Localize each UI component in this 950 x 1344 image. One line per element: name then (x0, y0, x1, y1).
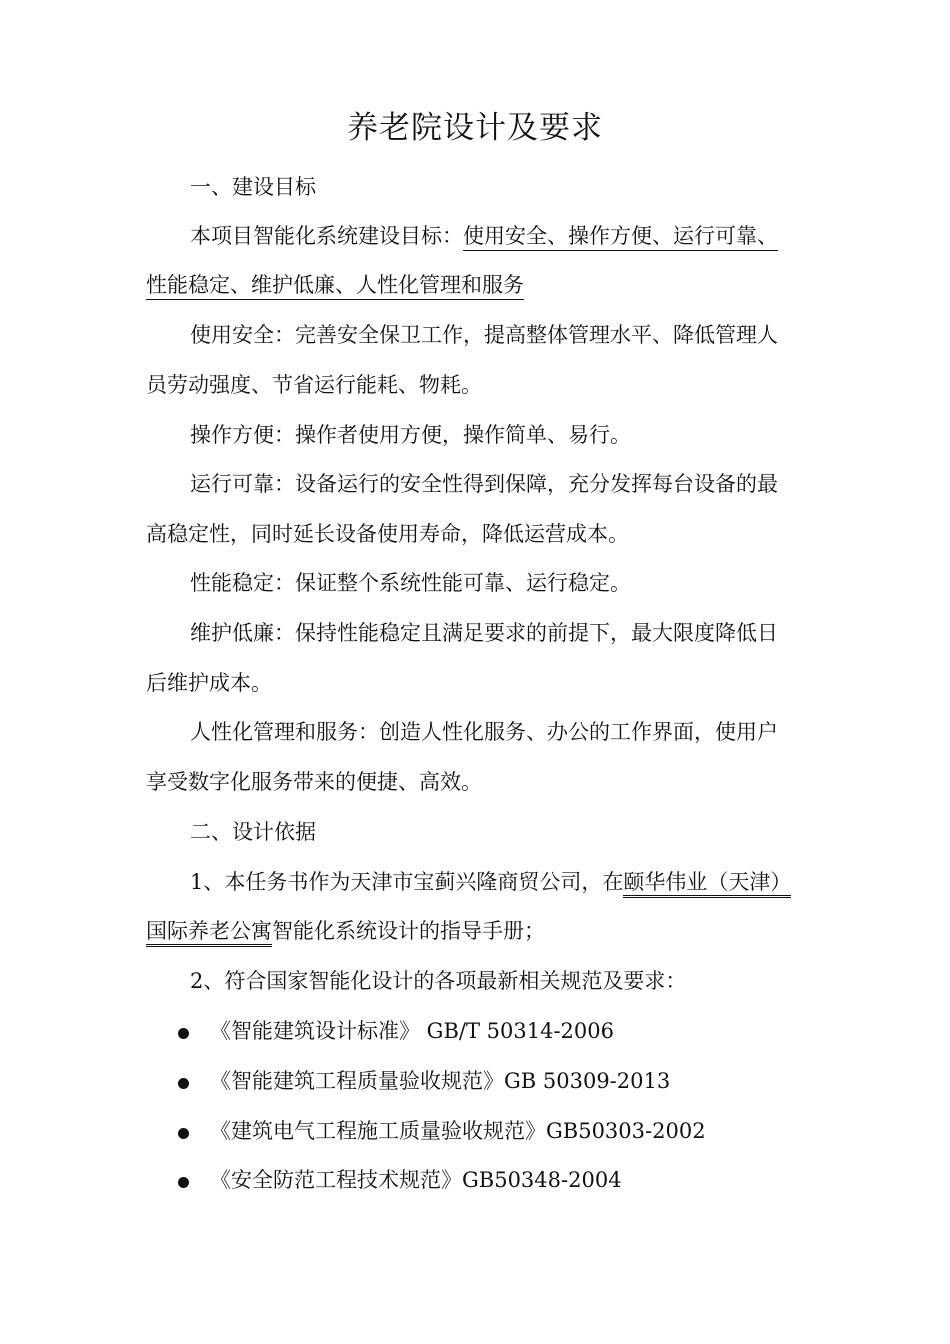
basis-2: 2、符合国家智能化设计的各项最新相关规范及要求： (190, 969, 687, 993)
page-title: 养老院设计及要求 (347, 110, 603, 146)
goal-item-maintenance-cont: 后维护成本。 (146, 671, 272, 695)
item-label: 操作方便： (190, 423, 295, 447)
item-text: 创造人性化服务、办公的工作界面，使用户 (379, 720, 778, 744)
item-label: 运行可靠： (190, 472, 295, 496)
goal-line-2 (146, 270, 524, 300)
standard-item: 《安全防范工程技术规范》GB50348-2004 (210, 1168, 622, 1192)
section-heading-1: 一、建设目标 (190, 175, 316, 199)
item-label: 性能稳定： (190, 571, 295, 595)
goal-line-1 (190, 221, 778, 251)
goal-item-humanized-cont: 享受数字化服务带来的便捷、高效。 (146, 770, 482, 794)
goal-item-convenience (190, 420, 631, 450)
goal-item-safety (190, 320, 778, 350)
basis-1-line-2 (146, 916, 545, 946)
standard-item: 《智能建筑工程质量验收规范》GB 50309-2013 (210, 1069, 671, 1093)
goal-underlined-text-1: 使用安全、操作方便、运行可靠、 (463, 224, 778, 251)
goal-item-reliability (190, 469, 778, 499)
basis-1-underlined-company: 颐华伟业（天津） (623, 870, 791, 898)
goal-underlined-text-2: 性能稳定、维护低廉、人性化管理和服务 (146, 273, 524, 300)
goal-item-safety-cont: 员劳动强度、节省运行能耗、物耗。 (146, 373, 482, 397)
bullet-icon (178, 1128, 189, 1139)
basis-1-lead: 1、本任务书作为天津市宝蓟兴隆商贸公司，在 (190, 870, 624, 894)
item-text: 完善安全保卫工作，提高整体管理水平、降低管理人 (295, 323, 778, 347)
section-heading-2: 二、设计依据 (190, 820, 316, 844)
bullet-icon (178, 1177, 189, 1188)
basis-1-tail: 智能化系统设计的指导手册； (272, 919, 545, 943)
item-text: 设备运行的安全性得到保障，充分发挥每台设备的最 (295, 472, 778, 496)
item-text: 操作者使用方便，操作简单、易行。 (295, 423, 631, 447)
goal-item-maintenance (190, 618, 778, 648)
basis-1-line-1 (190, 867, 791, 897)
standard-item: 《智能建筑设计标准》 GB/T 50314-2006 (210, 1019, 614, 1043)
bullet-icon (178, 1078, 189, 1089)
goal-item-stability (190, 568, 631, 598)
item-text: 保证整个系统性能可靠、运行稳定。 (295, 571, 631, 595)
item-label: 维护低廉： (190, 621, 295, 645)
goal-lead: 本项目智能化系统建设目标： (190, 224, 463, 248)
goal-item-humanized (190, 717, 778, 747)
item-label: 使用安全： (190, 323, 295, 347)
goal-item-reliability-cont: 高稳定性，同时延长设备使用寿命，降低运营成本。 (146, 522, 629, 546)
item-label: 人性化管理和服务： (190, 720, 379, 744)
standard-item: 《建筑电气工程施工质量验收规范》GB50303-2002 (210, 1119, 706, 1143)
item-text: 保持性能稳定且满足要求的前提下，最大限度降低日 (295, 621, 778, 645)
basis-1-underlined-apartment: 国际养老公寓 (146, 919, 272, 947)
bullet-icon (178, 1028, 189, 1039)
